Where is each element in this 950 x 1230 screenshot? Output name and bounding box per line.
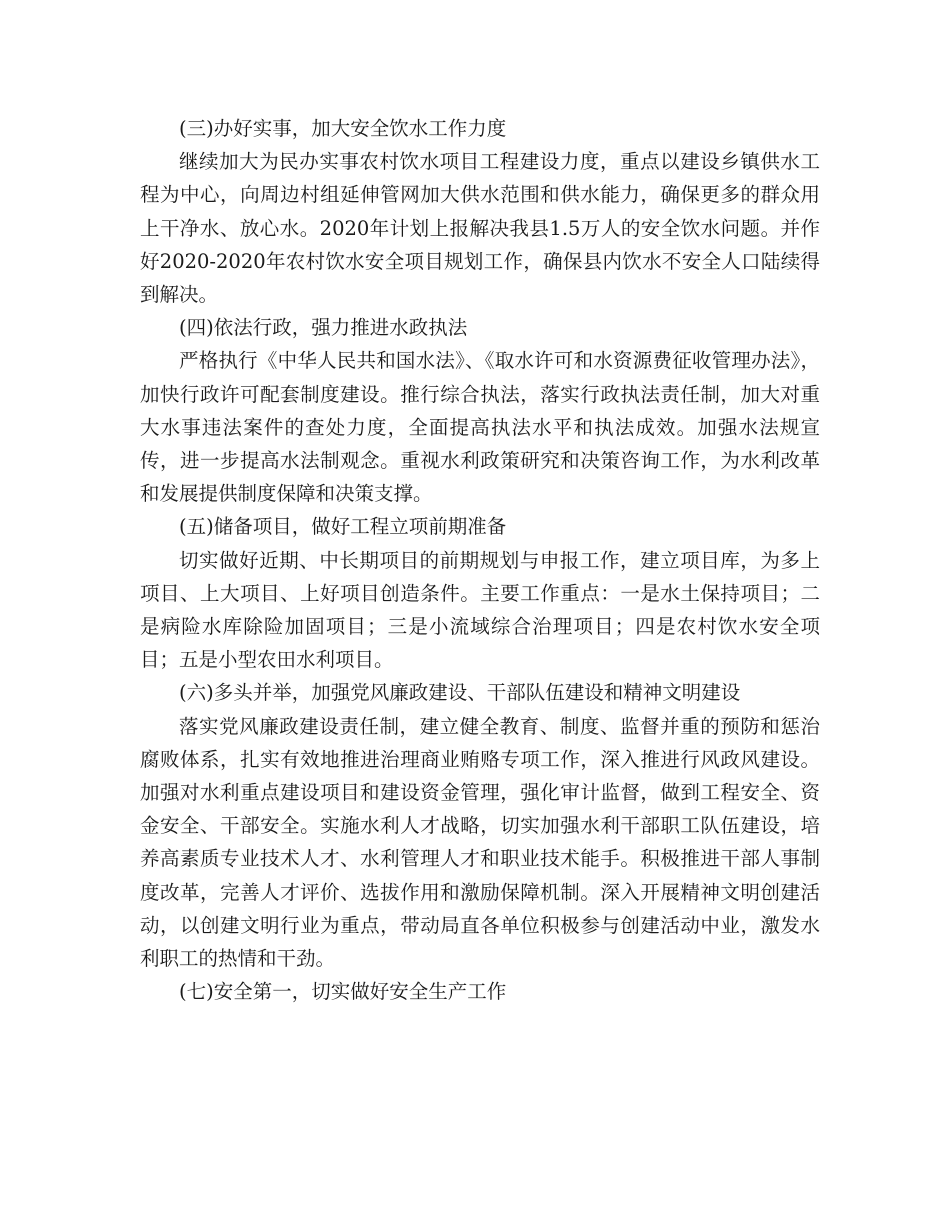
section-heading-6: (六)多头并举，加强党风廉政建设、干部队伍建设和精神文明建设 (179, 681, 741, 705)
section-heading-4: (四)依法行政，强力推进水政执法 (179, 316, 468, 340)
section-body-4: 严格执行《中华人民共和国水法》、《取水许可和水资源费征收管理办法》，加快行政许可配套制度建设。推行综合执法，落实行政执法责任制，加大对重大水事违法案件的查处力度，全面提高执法水平和执法成效。加强水法规宣传，进一步提高水法制观念。重视水利政策研究和决策咨询工作，为水利改革和发展提供制度保障和决策支撑。 (140, 349, 820, 506)
section-body-6: 落实党风廉政建设责任制，建立健全教育、制度、监督并重的预防和惩治腐败体系，扎实有效地推进治理商业贿赂专项工作，深入推进行风政风建设。加强对水利重点建设项目和建设资金管理，强化审计监督，做到工程安全、资金安全、干部安全。实施水利人才战略，切实加强水利干部职工队伍建设，培养高素质专业技术人才、水利管理人才和职业技术能手。积极推进干部人事制度改革，完善人才评价、选拔作用和激励保障机制。深入开展精神文明创建活动，以创建文明行业为重点，带动局直各单位积极参与创建活动中业，激发水利职工的热情和干劲。 (140, 714, 820, 971)
section-heading-3: (三)办好实事，加大安全饮水工作力度 (179, 117, 507, 140)
document-page (140, 112, 820, 1008)
section-body-3: 继续加大为民办实事农村饮水项目工程建设力度，重点以建设乡镇供水工程为中心，向周边村组延伸管网加大供水范围和供水能力，确保更多的群众用上干净水、放心水。2020年计划上报解决我县1.5万人的安全饮水问题。并作好2020-2020年农村饮水安全项目规划工作，确保县内饮水不安全人口陆续得到解决。 (140, 150, 820, 307)
section-heading-5: (五)储备项目，做好工程立项前期准备 (179, 515, 507, 539)
section-body-5: 切实做好近期、中长期项目的前期规划与申报工作，建立项目库，为多上项目、上大项目、上好项目创造条件。主要工作重点：一是水土保持项目；二是病险水库除险加固项目；三是小流域综合治理项目；四是农村饮水安全项目；五是小型农田水利项目。 (140, 548, 820, 672)
section-heading-7: (七)安全第一，切实做好安全生产工作 (179, 980, 507, 1004)
